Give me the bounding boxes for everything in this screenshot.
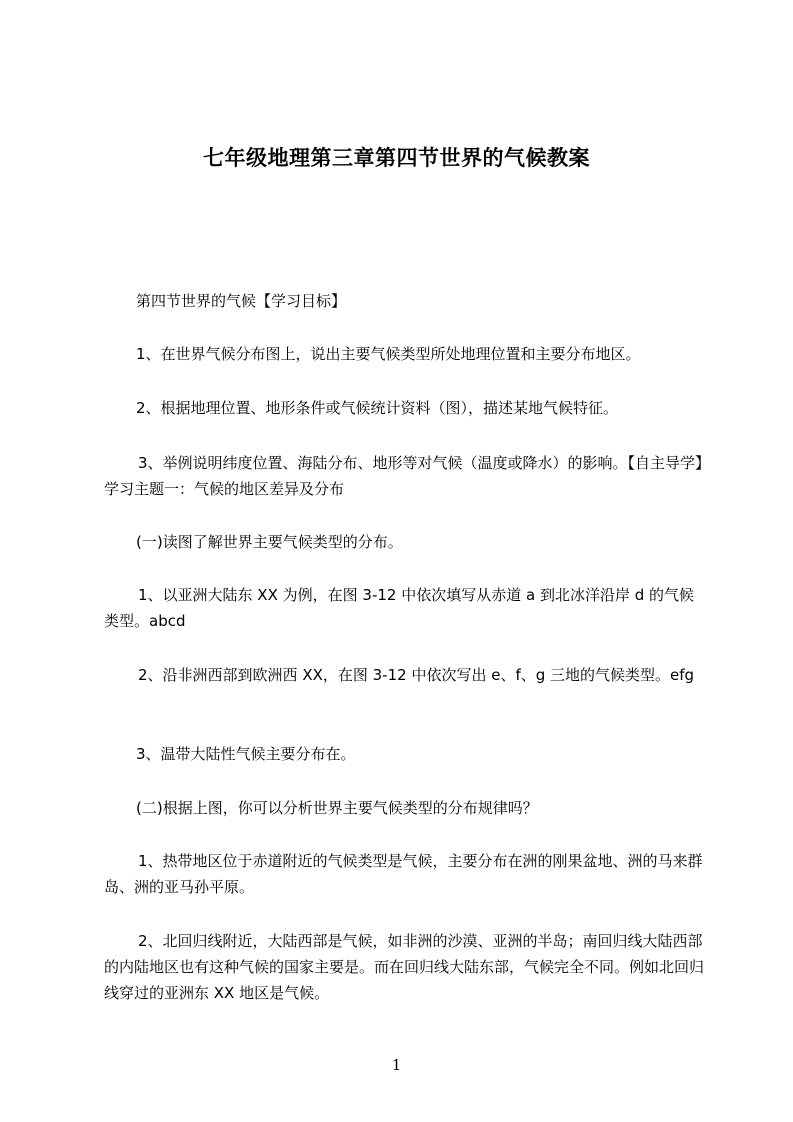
question-1-3: 3、温带大陆性气候主要分布在。 xyxy=(136,745,356,763)
objective-3: 3、举例说明纬度位置、海陆分布、地形等对气候（温度或降水）的影响。【自主导学】学习主题一：气候的地区差异及分布 xyxy=(104,454,703,498)
page-number: 1 xyxy=(391,1056,402,1074)
question-2-2: 2、北回归线附近，大陆西部是气候，如非洲的沙漠、亚洲的半岛；南回归线大陆西部的内陆地区也有这种气候的国家主要是。而在回归线大陆东部，气候完全不同。例如北回归线穿过的亚洲东 XX 地区是气候。 xyxy=(104,932,705,1002)
objective-1: 1、在世界气候分布图上，说出主要气候类型所处地理位置和主要分布地区。 xyxy=(136,345,641,363)
question-2-1: 1、热带地区位于赤道附近的气候类型是气候，主要分布在洲的刚果盆地、洲的马来群岛、洲的亚马孙平原。 xyxy=(104,852,703,896)
subsection-1-heading: (一)读图了解世界主要气候类型的分布。 xyxy=(136,533,403,551)
objective-2: 2、根据地理位置、地形条件或气候统计资料（图），描述某地气候特征。 xyxy=(136,399,619,417)
document-title: 七年级地理第三章第四节世界的气候教案 xyxy=(203,146,590,170)
question-1-2: 2、沿非洲西部到欧洲西 XX，在图 3-12 中依次写出 e、f、g 三地的气候类型。efg xyxy=(138,666,695,684)
section-heading: 第四节世界的气候【学习目标】 xyxy=(136,292,347,310)
subsection-2-heading: (二)根据上图，你可以分析世界主要气候类型的分布规律吗？ xyxy=(136,799,538,817)
question-1-1: 1、以亚洲大陆东 XX 为例，在图 3-12 中依次填写从赤道 a 到北冰洋沿岸 d 的气候类型。abcd xyxy=(104,586,694,630)
